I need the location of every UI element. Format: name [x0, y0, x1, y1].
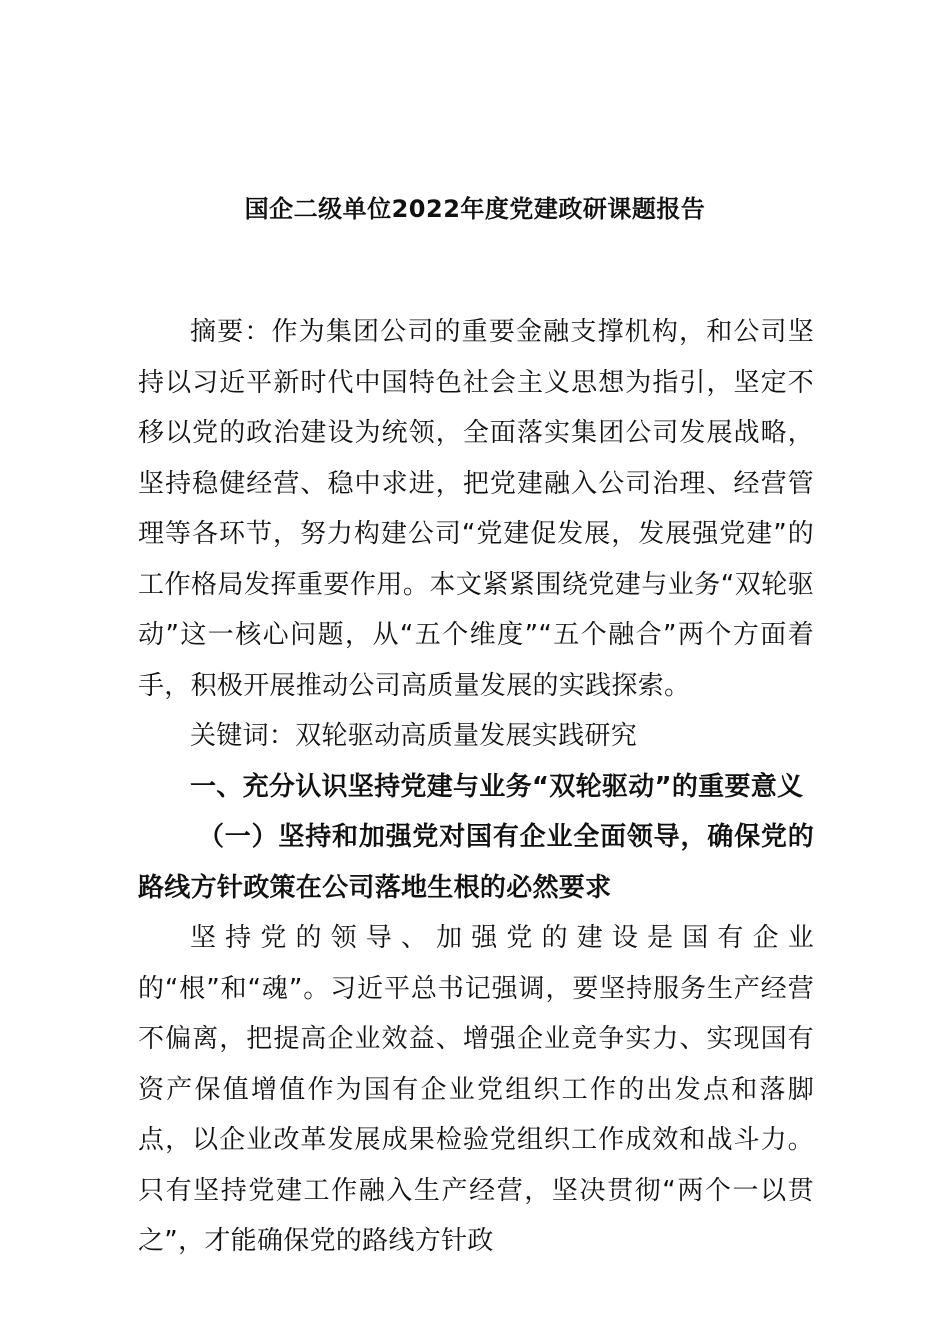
keywords-paragraph: 关键词：双轮驱动高质量发展实践研究 — [190, 721, 638, 751]
section-heading: 一、充分认识坚持党建与业务“双轮驱动”的重要意义 — [190, 771, 804, 802]
document-title: 国企二级单位2022年度党建政研课题报告 — [244, 195, 706, 223]
abstract-paragraph: 摘要：作为集团公司的重要金融支撑机构，和公司坚持以习近平新时代中国特色社会主义思想为指引，坚定不移以党的政治建设为统领，全面落实集团公司发展战略，坚持稳健经营、稳中求进，把党建融入公司治理、经营管理等各环节，努力构建公司“党建促发展，发展强党建”的工作格局发挥重要作用。本文紧紧围绕党建与业务“双轮驱动”这一核心问题，从“五个维度”“五个融合”两个方面着手，积极开展推动公司高质量发展的实践探索。 — [138, 317, 814, 701]
body-paragraph: 坚持党的领导、加强党的建设是国有企业的“根”和“魂”。习近平总书记强调，要坚持服务生产经营不偏离，把提高企业效益、增强企业竞争实力、实现国有资产保值增值作为国有企业党组织工作的出发点和落脚点，以企业改革发展成果检验党组织工作成效和战斗力。只有坚持党建工作融入生产经营，坚决贯彻“两个一以贯之”，才能确保党的路线方针政 — [138, 923, 814, 1256]
subsection-heading: （一）坚持和加强党对国有企业全面领导，确保党的路线方针政策在公司落地生根的必然要求 — [138, 822, 814, 903]
document-body — [138, 307, 814, 1267]
